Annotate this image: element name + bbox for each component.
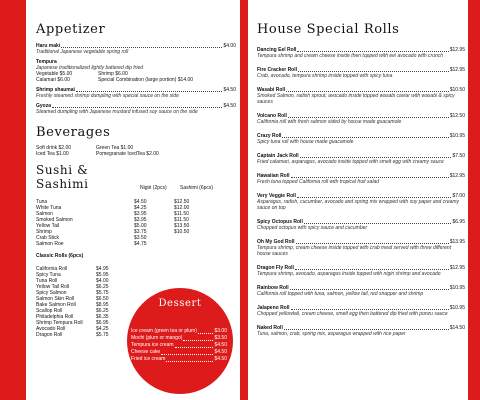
roll-price: $12.95 — [449, 67, 465, 73]
roll-description: California roll topped with tuna, salmon, yellow tail, red snapper and shrimp — [257, 291, 424, 297]
menu-item-tempura — [36, 59, 236, 83]
item-price: $4.50 — [223, 87, 236, 93]
roll-price: $10.95 — [449, 305, 465, 311]
sashimi-price: $13.50 — [174, 223, 190, 229]
item-description: Steamed dumpling with Japanese mustard infused soy sauce on the side — [36, 109, 198, 115]
dessert-price: $4.50 — [214, 356, 227, 362]
tempura-option: Calamari $6.00 — [36, 77, 70, 83]
beverage-item: Soft drink $2.00 — [36, 145, 72, 151]
tempura-option: Shrimp $6.00 — [98, 71, 128, 77]
roll-price: $6.95 — [96, 320, 109, 326]
roll-name: Wasabi Roll — [257, 87, 286, 93]
leader-dots — [284, 329, 449, 330]
roll-price: $4.95 — [96, 266, 109, 272]
list-item — [257, 113, 465, 125]
roll-description: California roll with fresh salmon sided by house made guacamole — [257, 119, 402, 125]
roll-description: Crab, avocado, tempura shrimp inside topped with spicy tuna — [257, 73, 393, 79]
roll-description: Tempura shrimp and cream cheese inside then topped with eel avocado with crunch — [257, 53, 444, 59]
roll-price: $5.75 — [96, 290, 109, 296]
list-item — [257, 265, 465, 277]
roll-price: $10.50 — [449, 87, 465, 93]
list-item — [257, 173, 465, 185]
dessert-name: Fried ice cream — [131, 356, 166, 362]
tempura-option: Special Combination (large portion) $14.00 — [98, 77, 194, 83]
nigiri-price: $3.95 — [134, 211, 147, 217]
roll-name: Salmon Skin Roll — [36, 296, 75, 302]
list-item — [257, 325, 465, 337]
sashimi-price: $12.00 — [174, 205, 190, 211]
house-special-rolls-heading: House Special Rolls — [257, 22, 400, 37]
roll-name: Philadelphia Roll — [36, 314, 74, 320]
dessert-price: $3.00 — [214, 328, 227, 334]
sashimi-price: $12.50 — [174, 199, 190, 205]
nigiri-column-header: Nigiri (2pcs) — [140, 185, 167, 191]
item-price: $4.50 — [223, 103, 236, 109]
sushi-header — [36, 163, 236, 191]
list-item — [131, 342, 227, 349]
roll-price: $12.50 — [449, 113, 465, 119]
roll-price: $6.95 — [452, 219, 465, 225]
leader-dots — [175, 347, 214, 348]
item-description: Freshly steamed shrimp dumpling with special sauce on the side — [36, 93, 179, 99]
dessert-name: Ice cream (green tea or plum) — [131, 328, 197, 334]
roll-price: $6.25 — [96, 284, 109, 290]
nigiri-price: $3.75 — [134, 229, 147, 235]
sushi-name: Salmon Roe — [36, 241, 64, 247]
leader-dots — [291, 177, 449, 178]
roll-price: $6.25 — [96, 308, 109, 314]
roll-description: Chopped yellowtail, cream cheese, smelt egg then battered dip fried with ponzu sauce — [257, 311, 448, 317]
dessert-price: $3.50 — [214, 335, 227, 341]
leader-dots — [296, 243, 449, 244]
menu-item-haru-maki — [36, 43, 236, 55]
roll-name: Hawaiian Roll — [257, 173, 290, 179]
list-item — [131, 328, 227, 335]
roll-name: Captain Jack Roll — [257, 153, 299, 159]
leader-dots — [304, 223, 452, 224]
roll-description: Asparagus, radish, cucumber, avocado and spring mix wrapped with soy paper and creamy sauce on top — [257, 199, 460, 211]
roll-price: $6.35 — [96, 314, 109, 320]
list-item — [257, 239, 465, 257]
right-menu-column — [257, 0, 465, 400]
roll-price: $10.95 — [449, 285, 465, 291]
sashimi-price: $11.50 — [174, 217, 189, 223]
leader-dots — [61, 47, 222, 48]
roll-price: $4.00 — [96, 278, 109, 284]
sushi-name: Crab Stick — [36, 235, 60, 241]
center-red-band — [240, 0, 248, 400]
dessert-name: Mochi (plum or mango) — [131, 335, 183, 341]
leader-dots — [52, 107, 222, 108]
house-rolls-list — [257, 47, 465, 337]
nigiri-price: $3.50 — [134, 235, 147, 241]
leader-dots — [198, 333, 214, 334]
roll-price: $12.95 — [449, 265, 465, 271]
left-red-band — [0, 0, 26, 400]
list-item — [257, 153, 465, 165]
leader-dots — [183, 340, 213, 341]
item-description: Traditional Japanese vegetable spring roll — [36, 49, 129, 55]
leader-dots — [282, 137, 448, 138]
item-name: Haru maki — [36, 43, 61, 49]
roll-name: Dancing Eel Roll — [257, 47, 297, 53]
leader-dots — [290, 289, 449, 290]
roll-name: Rainbow Roll — [257, 285, 289, 291]
roll-name: Tuna Roll — [36, 278, 58, 284]
roll-price: $6.50 — [96, 296, 109, 302]
leader-dots — [161, 354, 213, 355]
leader-dots — [288, 117, 449, 118]
tempura-option: Vegetable $5.00 — [36, 71, 73, 77]
sushi-name: Yellow Tail — [36, 223, 60, 229]
roll-description: Chopped octopus with spicy sauce and cucumber — [257, 225, 368, 231]
roll-name: Yellow Tail Roll — [36, 284, 70, 290]
dessert-price: $4.50 — [214, 342, 227, 348]
leader-dots — [297, 51, 448, 52]
roll-price: $12.95 — [449, 47, 465, 53]
sushi-heading: Sushi & Sashimi — [36, 163, 89, 191]
classic-rolls-heading: Classic Rolls (6pcs) — [36, 253, 84, 259]
roll-description: Tempura shrimp, avocado, asparagus inside topped with nigiri shrimp and avocado — [257, 271, 441, 277]
roll-price: $5.95 — [96, 272, 109, 278]
roll-price: $13.95 — [449, 239, 465, 245]
beverages-list — [36, 145, 236, 157]
roll-description: Spicy tuna roll with house made guacamole — [257, 139, 354, 145]
sushi-table — [36, 199, 236, 247]
roll-price: $8.95 — [96, 302, 109, 308]
dessert-name: Cheese cake — [131, 349, 161, 355]
roll-price: $4.25 — [96, 326, 109, 332]
beverage-item: Green Tea $1.00 — [96, 145, 134, 151]
beverage-item: Pomegranate IcedTea $2.00 — [96, 151, 159, 157]
list-item — [131, 349, 227, 356]
dessert-price: $4.50 — [214, 349, 227, 355]
appetizer-heading: Appetizer — [36, 22, 106, 37]
leader-dots — [297, 197, 452, 198]
item-price: $4.00 — [223, 43, 236, 49]
roll-name: Scallop Roll — [36, 308, 63, 314]
nigiri-price: $3.95 — [134, 217, 147, 223]
roll-description: Smoked Salmon, radish sprout, avocado inside topped wasabi caviar with wasabi & spicy sauces — [257, 93, 455, 105]
roll-name: Spicy Salmon — [36, 290, 67, 296]
roll-price: $14.50 — [449, 325, 465, 331]
roll-name: Dragon Fly Roll — [257, 265, 294, 271]
roll-name: Spicy Tuna — [36, 272, 61, 278]
sushi-name: Salmon — [36, 211, 53, 217]
list-item — [257, 193, 465, 211]
list-item — [257, 305, 465, 317]
leader-dots — [291, 309, 449, 310]
list-item — [257, 219, 465, 231]
leader-dots — [166, 361, 213, 362]
beverage-item: Iced Tea $1.00 — [36, 151, 69, 157]
menu-item-gyoza — [36, 103, 236, 115]
sashimi-price: $11.50 — [174, 211, 189, 217]
table-row — [36, 241, 236, 247]
sushi-name: Smoked Salmon — [36, 217, 73, 223]
roll-price: $7.00 — [452, 193, 465, 199]
roll-price: $7.50 — [452, 153, 465, 159]
sashimi-column-header: Sashimi (6pcs) — [180, 185, 214, 191]
dessert-name: Tempura ice cream — [131, 342, 174, 348]
right-red-band — [468, 0, 480, 400]
item-description: Japanese traditionalized lightly battered dip fried — [36, 65, 144, 71]
nigiri-price: $4.75 — [134, 241, 147, 247]
roll-name: Oh My God Roll — [257, 239, 295, 245]
nigiri-price: $4.50 — [134, 199, 147, 205]
roll-price: $5.75 — [96, 332, 109, 338]
item-name: Gyoza — [36, 103, 52, 109]
roll-price: $12.95 — [449, 173, 465, 179]
list-item — [131, 335, 227, 342]
roll-name: Very Veggie Roll — [257, 193, 296, 199]
leader-dots — [295, 269, 449, 270]
roll-name: Bake Salmon Roll — [36, 302, 76, 308]
roll-name: Fire Cracker Roll — [257, 67, 298, 73]
roll-name: California Roll — [36, 266, 68, 272]
list-item — [257, 87, 465, 105]
roll-price: $10.95 — [449, 133, 465, 139]
sushi-name: Shrimp — [36, 229, 52, 235]
leader-dots — [286, 91, 449, 92]
roll-description: Fresh tuna topped California roll with tropical fruit salad — [257, 179, 380, 185]
dessert-badge — [127, 288, 233, 394]
nigiri-price: $5.00 — [134, 223, 147, 229]
roll-description: Tuna, salmon, crab, spring mix, asparagus wrapped with rice paper — [257, 331, 406, 337]
roll-name: Volcano Roll — [257, 113, 287, 119]
menu-item-shrimp-shaumai — [36, 87, 236, 99]
leader-dots — [298, 71, 449, 72]
list-item — [257, 67, 465, 79]
roll-name: Naked Roll — [257, 325, 283, 331]
list-item — [257, 47, 465, 59]
sashimi-price: $10.50 — [174, 229, 190, 235]
roll-description: Fried calamari, asparagus, avocado inside topped with smelt egg with creamy sauce — [257, 159, 444, 165]
list-item — [131, 356, 227, 363]
roll-description: Tempura shrimp, cream cheese inside topped with crab meat served with three different house sauces — [257, 245, 452, 257]
list-item — [257, 285, 465, 297]
sushi-name: White Tuna — [36, 205, 62, 211]
sushi-name: Tuna — [36, 199, 48, 205]
roll-name: Shrimp Tempura Roll — [36, 320, 83, 326]
dessert-heading: Dessert — [158, 298, 202, 309]
nigiri-price: $4.25 — [134, 205, 147, 211]
leader-dots — [76, 91, 223, 92]
roll-name: Avocado Roll — [36, 326, 66, 332]
leader-dots — [300, 157, 452, 158]
item-name: Shrimp shaumai — [36, 87, 75, 93]
beverages-heading: Beverages — [36, 125, 111, 140]
roll-name: Crazy Roll — [257, 133, 282, 139]
dessert-list — [131, 328, 227, 363]
list-item — [257, 133, 465, 145]
roll-name: Jalapeno Roll — [257, 305, 290, 311]
item-name: Tempura — [36, 59, 57, 65]
roll-name: Dragon Roll — [36, 332, 63, 338]
roll-name: Spicy Octopus Roll — [257, 219, 303, 225]
